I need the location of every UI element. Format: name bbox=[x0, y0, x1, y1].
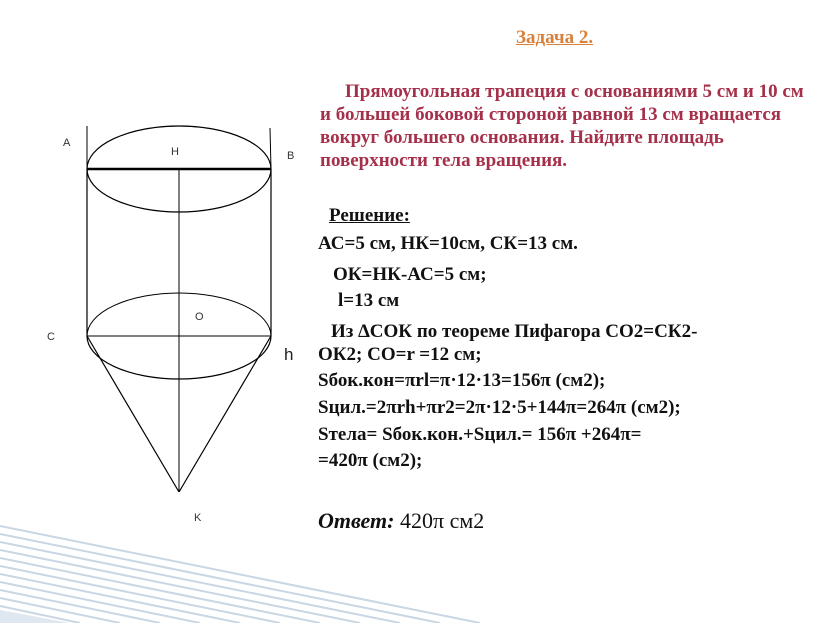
problem-statement: Прямоугольная трапеция с основаниями 5 см и 10 см и большей боковой стороной равной 13 см вращается вокруг большего основания. Найдите площадь поверхности тела вращения. bbox=[320, 81, 804, 171]
label-b: B bbox=[287, 150, 295, 162]
answer bbox=[318, 508, 484, 534]
answer-label: Ответ: bbox=[318, 508, 395, 533]
task-title: Задача 2. bbox=[516, 27, 594, 48]
solution-heading: Решение: bbox=[329, 205, 410, 226]
solution-line-3: l=13 см bbox=[338, 290, 400, 311]
solution-line-4: Из ∆СОК по теореме Пифагора СО2=СК2- bbox=[331, 321, 698, 342]
solution-line-8: Sтела= Sбок.кон.+Sцил.= 156π +264π= bbox=[318, 424, 642, 445]
solution-line-5: ОК2; СО=r =12 см; bbox=[318, 344, 482, 365]
cone-left-side bbox=[87, 336, 179, 492]
label-c: C bbox=[47, 331, 55, 343]
solution-line-9: =420π (см2); bbox=[318, 450, 423, 471]
label-a: A bbox=[63, 137, 71, 149]
solution-line-7: Sцил.=2πrh+πr2=2π·12·5+144π=264π (см2); bbox=[318, 397, 681, 418]
cone-right-side bbox=[179, 336, 271, 492]
solution-line-2: ОК=НК-АС=5 см; bbox=[333, 264, 487, 285]
solution-line-6: Sбок.кон=πrl=π·12·13=156π (см2); bbox=[318, 370, 606, 391]
solution-line-1: АС=5 см, НК=10см, СК=13 см. bbox=[318, 233, 578, 254]
label-h-side: h bbox=[284, 345, 294, 364]
label-o: O bbox=[195, 311, 204, 323]
answer-value: 420π см2 bbox=[394, 508, 485, 533]
label-k: K bbox=[194, 512, 202, 524]
label-h-top: H bbox=[171, 146, 179, 158]
